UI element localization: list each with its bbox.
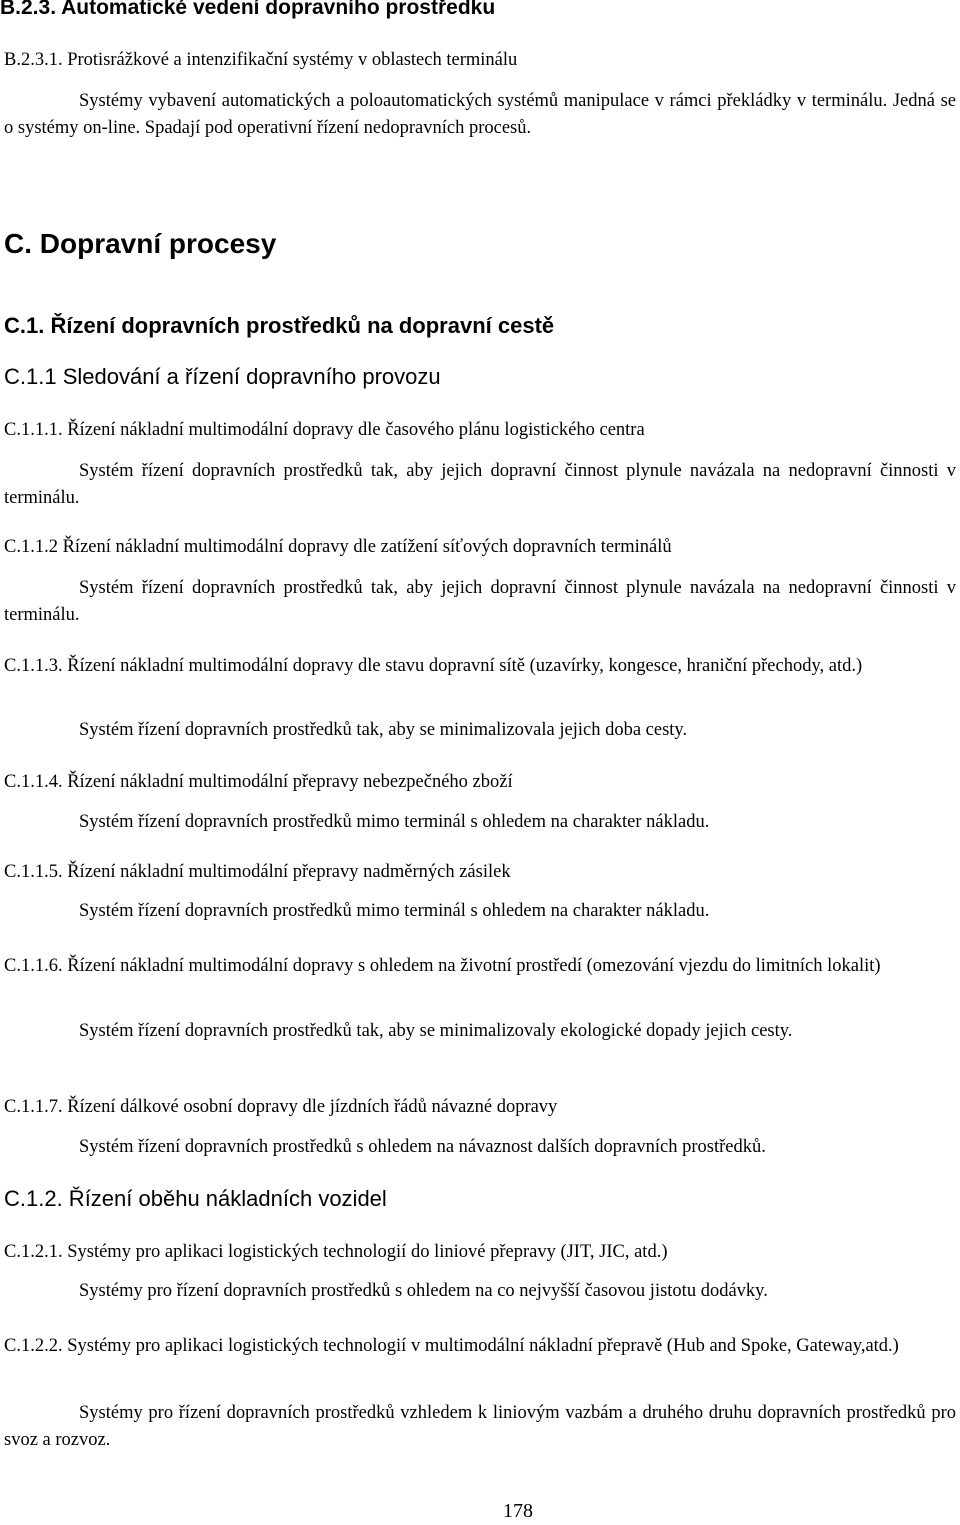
chapter-heading-c: C. Dopravní procesy xyxy=(4,228,277,259)
section-heading-b23: B.2.3. Automatické vedení dopravního prostředku xyxy=(0,0,496,19)
page-number: 178 xyxy=(503,1500,533,1522)
item-text-c116: Systém řízení dopravních prostředků tak, aby se minimalizovaly ekologické dopady jejich cesty. xyxy=(79,1021,793,1041)
item-text-c122: Systémy pro řízení dopravních prostředků vzhledem k liniovým vazbám a druhého druhu dopravních prostředků pro svoz a rozvoz. xyxy=(4,1403,956,1450)
item-heading-c121: C.1.2.1. Systémy pro aplikaci logistických technologií do liniové přepravy (JIT, JIC, atd.) xyxy=(4,1242,668,1262)
item-heading-c114: C.1.1.4. Řízení nákladní multimodální přepravy nebezpečného zboží xyxy=(4,772,513,792)
item-text-c111: Systém řízení dopravních prostředků tak, aby jejich dopravní činnost plynule navázala na nedopravní činnosti v terminálu. xyxy=(4,461,956,508)
item-heading-c122: C.1.2.2. Systémy pro aplikaci logistických technologií v multimodální nákladní přepravě (Hub and Spoke, Gateway,atd.) xyxy=(4,1336,899,1356)
subsection-heading-c12: C.1.2. Řízení oběhu nákladních vozidel xyxy=(4,1186,387,1211)
item-heading-c111: C.1.1.1. Řízení nákladní multimodální dopravy dle časového plánu logistického centra xyxy=(4,420,645,440)
paragraph-b231: Systémy vybavení automatických a poloautomatických systémů manipulace v rámci překládky v terminálu. Jedná se o systémy on-line. Spadají pod operativní řízení nedopravních procesů. xyxy=(4,91,956,138)
item-text-c117: Systém řízení dopravních prostředků s ohledem na návaznost dalších dopravních prostředků. xyxy=(79,1137,766,1157)
item-text-c112: Systém řízení dopravních prostředků tak, aby jejich dopravní činnost plynule navázala na nedopravní činnosti v terminálu. xyxy=(4,578,956,625)
item-text-c121: Systémy pro řízení dopravních prostředků s ohledem na co nejvyšší časovou jistotu dodávky. xyxy=(79,1281,768,1301)
item-heading-c116: C.1.1.6. Řízení nákladní multimodální dopravy s ohledem na životní prostředí (omezování vjezdu do limitních lokalit) xyxy=(4,956,881,976)
item-heading-c115: C.1.1.5. Řízení nákladní multimodální přepravy nadměrných zásilek xyxy=(4,862,511,882)
subsection-heading-c11: C.1.1 Sledování a řízení dopravního provozu xyxy=(4,364,441,389)
item-heading-c117: C.1.1.7. Řízení dálkové osobní dopravy dle jízdních řádů návazné dopravy xyxy=(4,1097,558,1117)
item-text-c115: Systém řízení dopravních prostředků mimo terminál s ohledem na charakter nákladu. xyxy=(79,901,710,921)
item-heading-c113: C.1.1.3. Řízení nákladní multimodální dopravy dle stavu dopravní sítě (uzavírky, kongesce, hraniční přechody, atd.) xyxy=(4,656,863,676)
subsection-heading-b231: B.2.3.1. Protisrážkové a intenzifikační systémy v oblastech terminálu xyxy=(4,50,518,70)
item-text-c113: Systém řízení dopravních prostředků tak, aby se minimalizovala jejich doba cesty. xyxy=(79,720,688,740)
item-heading-c112: C.1.1.2 Řízení nákladní multimodální dopravy dle zatížení síťových dopravních terminálů xyxy=(4,537,672,557)
item-text-c114: Systém řízení dopravních prostředků mimo terminál s ohledem na charakter nákladu. xyxy=(79,812,710,832)
section-heading-c1: C.1. Řízení dopravních prostředků na dopravní cestě xyxy=(4,313,555,338)
